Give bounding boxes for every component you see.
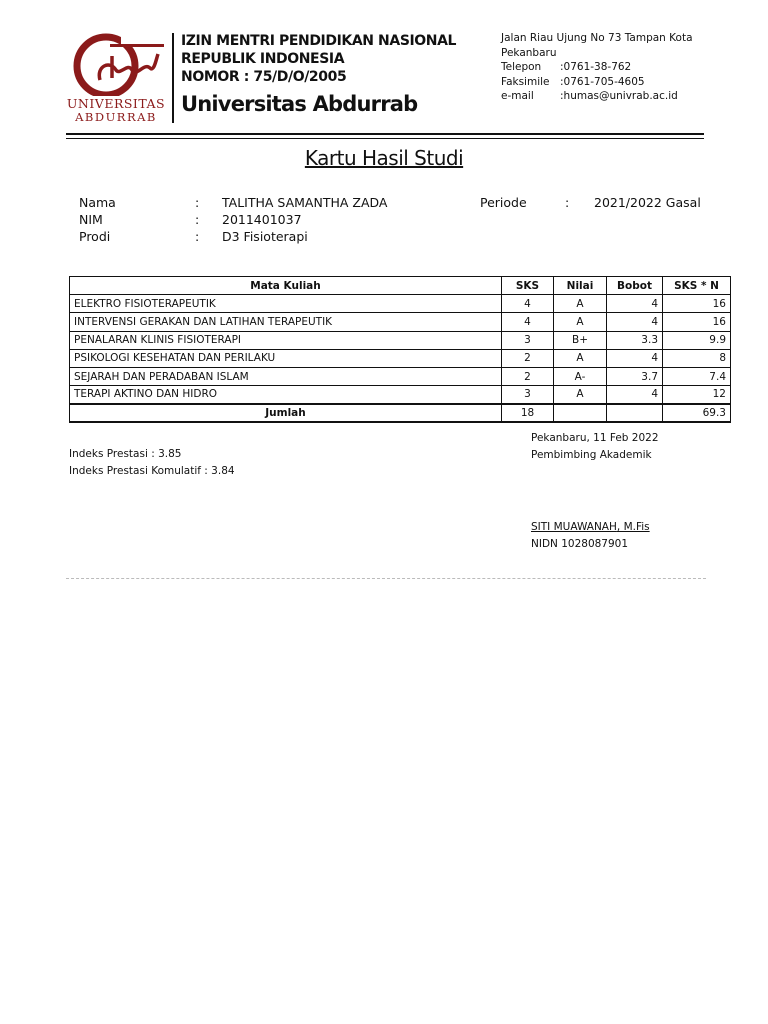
page-break-line [66,578,706,579]
total-score: 69.3 [663,404,731,422]
course-name: PENALARAN KLINIS FISIOTERAPI [70,331,502,349]
course-weight: 3.3 [607,331,663,349]
course-weight: 4 [607,386,663,404]
table-row [70,367,731,385]
course-name: INTERVENSI GERAKAN DAN LATIHAN TERAPEUTIK [70,313,502,331]
signer-nidn: NIDN 1028087901 [531,538,629,550]
course-grade: A [554,295,607,313]
periode-value: 2021/2022 Gasal [594,195,701,210]
sign-role: Pembimbing Akademik [531,449,652,461]
logo-text-universitas: UNIVERSITAS [66,96,166,111]
course-weight: 4 [607,295,663,313]
course-name: PSIKOLOGI KESEHATAN DAN PERILAKU [70,349,502,367]
ips-text: Indeks Prestasi : 3.85 [69,448,182,460]
fax-value: :0761-705-4605 [560,75,645,88]
prodi-value: D3 Fisioterapi [222,229,308,244]
course-name: ELEKTRO FISIOTERAPEUTIK [70,295,502,313]
table-row [70,295,731,313]
course-sks: 4 [502,295,554,313]
total-label: Jumlah [70,404,502,422]
course-weight: 4 [607,313,663,331]
course-score: 16 [663,313,731,331]
table-row [70,331,731,349]
signature-block [531,430,659,464]
col-header-bobot: Bobot [607,277,663,295]
course-weight: 3.7 [607,367,663,385]
course-score: 16 [663,295,731,313]
signer-name-line [531,519,650,536]
nim-colon: : [195,212,200,227]
signer-block [531,519,650,553]
header-divider [172,33,174,123]
fax-row [501,75,721,90]
nama-value: TALITHA SAMANTHA ZADA [222,195,388,210]
course-score: 7.4 [663,367,731,385]
address-line-2: Pekanbaru [501,46,557,59]
course-sks: 2 [502,349,554,367]
contact-block [501,31,721,104]
address-line-1: Jalan Riau Ujung No 73 Tampan Kota [501,32,693,44]
course-score: 8 [663,349,731,367]
ipk-text: Indeks Prestasi Komulatif : 3.84 [69,465,235,477]
periode-colon: : [565,195,570,210]
license-line-1: IZIN MENTRI PENDIDIKAN NASIONAL [181,33,457,49]
nama-label: Nama [79,195,116,210]
grades-table [69,276,731,423]
email-value: :humas@univrab.ac.id [560,90,678,102]
logo-text-abdurrab: ABDURRAB [75,110,157,124]
nama-colon: : [195,195,200,210]
course-score: 9.9 [663,331,731,349]
course-score: 12 [663,386,731,404]
col-header-mata-kuliah: Mata Kuliah [70,277,502,295]
nim-label: NIM [79,212,103,227]
table-header-row [70,277,731,295]
table-row [70,386,731,404]
license-line-3: NOMOR : 75/D/O/2005 [181,69,347,85]
license-block [181,32,456,86]
prodi-label: Prodi [79,229,111,244]
col-header-nilai: Nilai [554,277,607,295]
signer-name: SITI MUAWANAH [531,521,617,533]
email-label: e-mail [501,90,534,102]
col-header-sks: SKS [502,277,554,295]
total-sks: 18 [502,404,554,422]
course-grade: B+ [554,331,607,349]
info-row-nama [79,195,399,212]
course-sks: 2 [502,367,554,385]
course-weight: 4 [607,349,663,367]
info-row-prodi [79,229,399,246]
gpa-block [69,446,235,480]
course-grade: A [554,349,607,367]
page-title: Kartu Hasil Studi [304,146,464,170]
table-row [70,349,731,367]
license-line-2: REPUBLIK INDONESIA [181,51,345,67]
nim-value: 2011401037 [222,212,302,227]
info-row-nim [79,212,399,229]
prodi-colon: : [195,229,200,244]
signer-degree: , M.Fis [616,521,650,533]
phone-row [501,60,721,75]
info-row-periode [480,195,710,212]
email-row [501,89,721,104]
course-sks: 3 [502,331,554,349]
course-grade: A [554,313,607,331]
header-rule-thin [66,138,704,139]
header-rule-thick [66,133,704,135]
course-grade: A- [554,367,607,385]
course-sks: 3 [502,386,554,404]
total-weight [607,404,663,422]
course-name: SEJARAH DAN PERADABAN ISLAM [70,367,502,385]
fax-label: Faksimile [501,75,550,88]
university-name: Universitas Abdurrab [181,92,418,116]
col-header-sks-n: SKS * N [663,277,731,295]
sign-place-date: Pekanbaru, 11 Feb 2022 [531,432,659,444]
total-grade [554,404,607,422]
course-sks: 4 [502,313,554,331]
total-row [70,404,731,422]
phone-label: Telepon [501,61,542,73]
periode-label: Periode [480,195,527,210]
table-row [70,313,731,331]
course-name: TERAPI AKTINO DAN HIDRO [70,386,502,404]
university-logo-icon [66,32,166,126]
course-grade: A [554,386,607,404]
phone-value: :0761-38-762 [560,61,632,73]
